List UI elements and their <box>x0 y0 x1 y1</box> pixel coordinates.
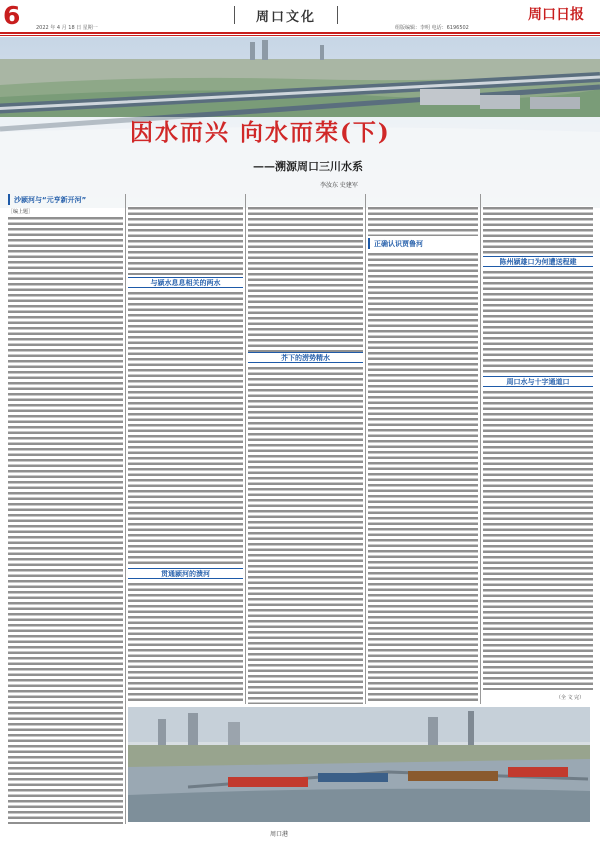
page-header <box>0 0 600 40</box>
end-mark: （全 文 完） <box>556 695 585 701</box>
section-name: 周口文化 <box>255 10 316 25</box>
body-text-column <box>248 206 363 352</box>
body-text-column <box>483 390 593 690</box>
body-text-column <box>128 291 243 567</box>
section-heading: 与颍水息息相关的两水 <box>128 277 243 288</box>
section-heading: 贯通颍河的溃河 <box>128 568 243 579</box>
body-text-column <box>8 216 123 824</box>
section-heading: 正确认识贾鲁河 <box>368 238 478 249</box>
body-text-column <box>128 206 243 275</box>
editor-line: 组版编辑：李明 电话：6196502 <box>395 25 469 31</box>
port-photo <box>128 707 590 822</box>
page-number: 6 <box>3 1 21 30</box>
article-byline: 李汝东 史建军 <box>320 182 358 189</box>
header-rule-thin <box>0 35 600 36</box>
section-divider-right <box>337 6 338 24</box>
photo-caption: 周口港 <box>270 831 289 838</box>
column-separator <box>365 194 366 704</box>
body-text-column <box>368 206 478 236</box>
body-text-column <box>248 366 363 704</box>
column-separator <box>245 194 246 704</box>
newspaper-logo: 周口日报 <box>528 7 584 23</box>
editor-note: ［编上题］ <box>8 209 34 215</box>
body-text-column <box>128 582 243 704</box>
issue-date: 2022 年 4 月 18 日 星期一 <box>36 25 98 31</box>
article-subtitle: ——溯源周口三川水系 <box>253 160 363 173</box>
section-heading: 沙颍河与“元亨新开河” <box>8 194 123 205</box>
article-title: 因水而兴 向水而荣(下) <box>130 119 391 146</box>
body-text-column <box>483 206 593 254</box>
section-heading: 周口水与十字通道口 <box>483 376 593 387</box>
column-separator <box>125 194 126 824</box>
body-text-column <box>368 252 478 704</box>
body-text-column <box>483 270 593 374</box>
section-heading: 芥下的涝势精水 <box>248 352 363 363</box>
section-heading: 陈州颍雄口为何遭送程建 <box>483 256 593 267</box>
header-rule <box>0 32 600 34</box>
section-divider-left <box>234 6 235 24</box>
column-separator <box>480 194 481 704</box>
